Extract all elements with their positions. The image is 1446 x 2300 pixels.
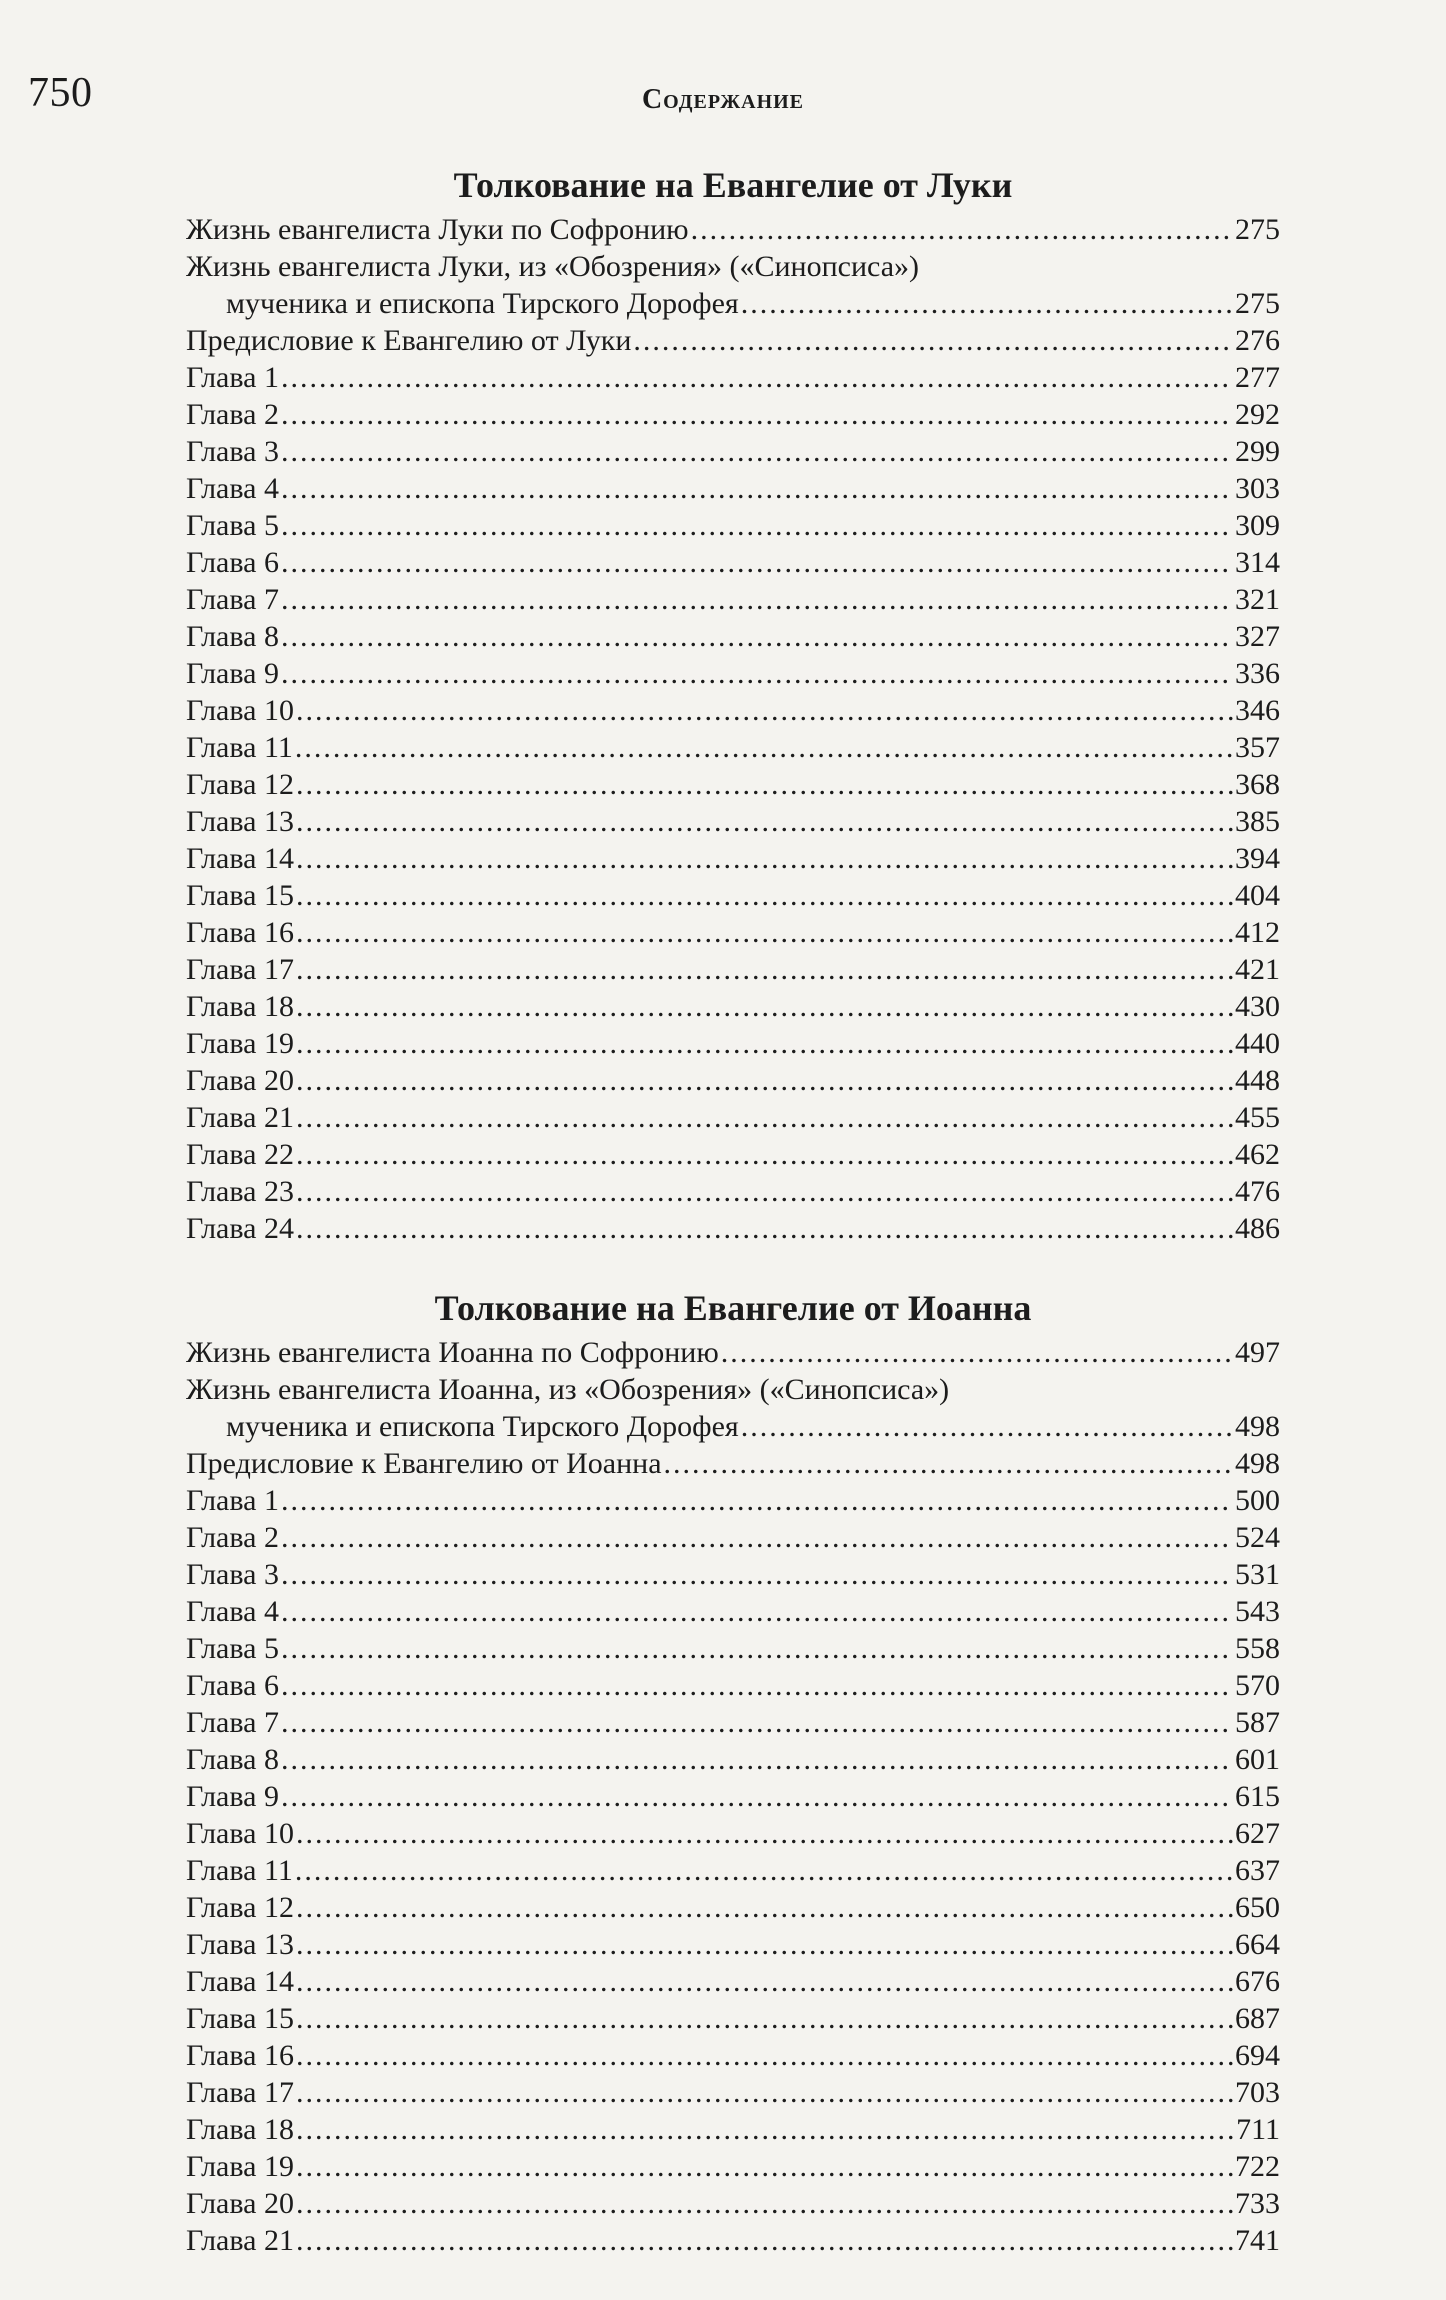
toc-entry-page: 558 [1235,1632,1280,1665]
dot-leader [664,1445,1233,1482]
toc-list [186,1334,1280,2259]
running-head: Содержание [641,84,805,115]
toc-entry [186,1519,1280,1556]
toc-entry-page: 687 [1235,2002,1280,2035]
toc-section-john [186,1288,1280,2259]
dot-leader [296,2037,1233,2074]
toc-entry-title: Глава 19 [186,1027,294,1060]
dot-leader [281,618,1233,655]
toc-entry-title: Глава 22 [186,1138,294,1171]
toc-entry [186,581,1280,618]
toc-entry-page: 664 [1235,1928,1280,1961]
dot-leader [295,1852,1233,1889]
toc-entry [186,766,1280,803]
toc-entry [186,729,1280,766]
toc-entry-page: 421 [1235,953,1280,986]
toc-entry-page: 570 [1235,1669,1280,1702]
toc-entry [186,1889,1280,1926]
toc-entry-title: Глава 20 [186,1064,294,1097]
dot-leader [741,285,1233,322]
dot-leader [281,655,1233,692]
dot-leader [296,1173,1233,1210]
toc-entry [186,1210,1280,1247]
toc-entry-title: Глава 9 [186,657,279,690]
toc-entry-page: 336 [1235,657,1280,690]
dot-leader [296,1963,1233,2000]
toc-entry [186,1778,1280,1815]
toc-entry-page: 741 [1235,2224,1280,2257]
toc-entry-page: 275 [1235,213,1280,246]
toc-entry [186,1852,1280,1889]
toc-entry-page: 524 [1235,1521,1280,1554]
toc-entry [186,2222,1280,2259]
dot-leader [281,1556,1233,1593]
toc-entry-page: 314 [1235,546,1280,579]
toc-entry [186,840,1280,877]
toc-entry-title: Глава 4 [186,472,279,505]
toc-entry [186,692,1280,729]
toc-entry [186,433,1280,470]
toc-entry [186,1136,1280,1173]
toc-entry-title: Глава 3 [186,1558,279,1591]
toc-entry-page: 531 [1235,1558,1280,1591]
toc-entry-title: Жизнь евангелиста Луки, из «Обозрения» («Синопсиса») [186,250,919,283]
dot-leader [721,1334,1233,1371]
toc-entry-title: Глава 10 [186,694,294,727]
dot-leader [741,1408,1233,1445]
dot-leader [296,2222,1233,2259]
toc-entry [186,1099,1280,1136]
toc-entry-page: 498 [1235,1410,1280,1443]
dot-leader [281,1741,1233,1778]
dot-leader [296,692,1233,729]
toc-entry [186,248,1280,285]
toc-entry-title: Глава 15 [186,879,294,912]
toc-entry [186,507,1280,544]
toc-entry-title: Глава 12 [186,1891,294,1924]
toc-entry-page: 627 [1235,1817,1280,1850]
toc-entry-page: 276 [1235,324,1280,357]
toc-entry [186,285,1280,322]
dot-leader [281,507,1233,544]
toc-entry [186,655,1280,692]
dot-leader [281,359,1233,396]
toc-entry-title: Глава 10 [186,1817,294,1850]
toc-entry-page: 694 [1235,2039,1280,2072]
dot-leader [296,1062,1233,1099]
toc-entry-title: мученика и епископа Тирского Дорофея [226,1410,739,1443]
dot-leader [281,433,1233,470]
toc-entry [186,1173,1280,1210]
toc-entry-title: Глава 13 [186,805,294,838]
toc-entry-title: Глава 21 [186,2224,294,2257]
toc-entry [186,2000,1280,2037]
toc-entry-page: 277 [1235,361,1280,394]
toc-entry [186,1371,1280,1408]
dot-leader [281,1593,1233,1630]
toc-entry-title: Глава 5 [186,509,279,542]
toc-entry-page: 722 [1235,2150,1280,2183]
toc-entry-page: 676 [1235,1965,1280,1998]
toc-entry [186,618,1280,655]
page-number: 750 [28,70,93,116]
toc-entry-page: 357 [1235,731,1280,764]
toc-entry [186,1025,1280,1062]
toc-entry [186,1334,1280,1371]
toc-entry-title: Глава 1 [186,1484,279,1517]
toc-entry [186,1963,1280,2000]
toc-entry-title: Глава 17 [186,953,294,986]
toc-entry-title: Глава 7 [186,1706,279,1739]
dot-leader [296,840,1233,877]
toc-entry-title: Глава 16 [186,2039,294,2072]
dot-leader [296,2111,1234,2148]
toc-entry [186,2111,1280,2148]
toc-entry-title: Глава 18 [186,990,294,1023]
toc-entry-page: 412 [1235,916,1280,949]
toc-entry-page: 476 [1235,1175,1280,1208]
toc-entry-page: 543 [1235,1595,1280,1628]
toc-entry-title: Глава 2 [186,1521,279,1554]
toc-entry [186,2185,1280,2222]
toc-entry-page: 711 [1236,2113,1280,2146]
dot-leader [281,581,1233,618]
toc-entry-page: 309 [1235,509,1280,542]
toc-section-luke [186,165,1280,1247]
dot-leader [281,1667,1233,1704]
toc-entry [186,988,1280,1025]
toc-entry-title: Глава 19 [186,2150,294,2183]
dot-leader [281,1704,1233,1741]
toc-entry-page: 462 [1235,1138,1280,1171]
dot-leader [296,951,1233,988]
toc-entry-page: 299 [1235,435,1280,468]
toc-entry-title: Глава 8 [186,620,279,653]
dot-leader [296,1926,1233,1963]
toc-entry [186,1593,1280,1630]
toc-entry [186,914,1280,951]
dot-leader [296,1815,1233,1852]
dot-leader [296,2148,1233,2185]
toc-entry-page: 303 [1235,472,1280,505]
dot-leader [691,211,1233,248]
dot-leader [296,877,1233,914]
dot-leader [296,1025,1233,1062]
toc-entry-title: Глава 16 [186,916,294,949]
toc-entry [186,396,1280,433]
dot-leader [281,544,1233,581]
dot-leader [281,1519,1233,1556]
dot-leader [296,766,1233,803]
toc-entry-title: Глава 18 [186,2113,294,2146]
toc-entry-title: Глава 1 [186,361,279,394]
toc-entry-title: Глава 6 [186,546,279,579]
dot-leader [296,1099,1233,1136]
section-title: Толкование на Евангелие от Иоанна [434,1288,1032,1328]
toc-entry-page: 440 [1235,1027,1280,1060]
dot-leader [296,2074,1233,2111]
dot-leader [296,803,1233,840]
dot-leader [281,470,1233,507]
toc-entry-title: Глава 23 [186,1175,294,1208]
toc-entry-page: 385 [1235,805,1280,838]
toc-entry-page: 321 [1235,583,1280,616]
toc-entry-title: Глава 3 [186,435,279,468]
toc-entry-title: Предисловие к Евангелию от Луки [186,324,632,357]
toc-entry-title: Глава 2 [186,398,279,431]
toc-entry-title: Глава 9 [186,1780,279,1813]
toc-entry-title: Глава 4 [186,1595,279,1628]
toc-entry-page: 637 [1235,1854,1280,1887]
dot-leader [296,914,1233,951]
toc-entry [186,1062,1280,1099]
toc-entry [186,951,1280,988]
toc-entry-page: 733 [1235,2187,1280,2220]
toc-entry [186,1704,1280,1741]
dot-leader [296,988,1233,1025]
toc-entry [186,803,1280,840]
toc-entry-title: Глава 14 [186,1965,294,1998]
toc-entry-title: Глава 20 [186,2187,294,2220]
toc-entry-page: 498 [1235,1447,1280,1480]
toc-entry [186,1556,1280,1593]
toc-entry [186,1630,1280,1667]
toc-entry-page: 448 [1235,1064,1280,1097]
toc-entry-title: Предисловие к Евангелию от Иоанна [186,1447,662,1480]
toc-entry-title: Глава 8 [186,1743,279,1776]
toc-entry [186,1926,1280,1963]
toc-entry-page: 703 [1235,2076,1280,2109]
toc-entry [186,1741,1280,1778]
toc-entry-page: 615 [1235,1780,1280,1813]
toc-entry-title: Глава 6 [186,1669,279,1702]
toc-entry [186,2037,1280,2074]
toc-entry [186,1482,1280,1519]
toc-entry [186,359,1280,396]
toc-entry [186,544,1280,581]
toc-entry [186,322,1280,359]
dot-leader [296,2185,1233,2222]
toc-entry-title: Жизнь евангелиста Иоанна по Софронию [186,1336,719,1369]
toc-entry-title: Глава 24 [186,1212,294,1245]
toc-list [186,211,1280,1247]
toc-entry [186,1445,1280,1482]
toc-entry-page: 327 [1235,620,1280,653]
dot-leader [295,729,1233,766]
toc-entry-title: Глава 5 [186,1632,279,1665]
toc-entry-page: 650 [1235,1891,1280,1924]
dot-leader [296,1889,1233,1926]
toc-entry-title: Жизнь евангелиста Иоанна, из «Обозрения» («Синопсиса») [186,1373,950,1406]
toc-entry-page: 275 [1235,287,1280,320]
toc-entry-title: Глава 11 [186,1854,293,1887]
toc-entry-title: Глава 12 [186,768,294,801]
toc-entry-page: 292 [1235,398,1280,431]
toc-entry [186,2148,1280,2185]
toc-entry-title: мученика и епископа Тирского Дорофея [226,287,739,320]
toc-entry-page: 500 [1235,1484,1280,1517]
toc-entry-page: 601 [1235,1743,1280,1776]
dot-leader [296,1210,1233,1247]
toc-entry-page: 368 [1235,768,1280,801]
toc-entry-title: Глава 15 [186,2002,294,2035]
dot-leader [296,2000,1233,2037]
toc-entry [186,1667,1280,1704]
toc-entry [186,877,1280,914]
toc-entry-title: Глава 21 [186,1101,294,1134]
toc-entry-page: 394 [1235,842,1280,875]
toc-entry-page: 404 [1235,879,1280,912]
toc-entry-title: Глава 11 [186,731,293,764]
toc-entry-page: 455 [1235,1101,1280,1134]
toc-entry-page: 497 [1235,1336,1280,1369]
dot-leader [281,1778,1233,1815]
toc-entry [186,470,1280,507]
toc-entry-title: Жизнь евангелиста Луки по Софронию [186,213,689,246]
toc-entry-page: 486 [1235,1212,1280,1245]
toc-entry-title: Глава 17 [186,2076,294,2109]
section-title: Толкование на Евангелие от Луки [453,165,1013,205]
dot-leader [281,1630,1233,1667]
dot-leader [633,322,1233,359]
toc-entry [186,211,1280,248]
dot-leader [281,396,1233,433]
toc-entry-page: 346 [1235,694,1280,727]
toc-entry [186,2074,1280,2111]
toc-entry-title: Глава 7 [186,583,279,616]
toc-entry-title: Глава 13 [186,1928,294,1961]
toc-entry-title: Глава 14 [186,842,294,875]
toc-entry-page: 430 [1235,990,1280,1023]
toc-entry [186,1408,1280,1445]
dot-leader [281,1482,1233,1519]
toc-entry [186,1815,1280,1852]
dot-leader [296,1136,1233,1173]
toc-entry-page: 587 [1235,1706,1280,1739]
